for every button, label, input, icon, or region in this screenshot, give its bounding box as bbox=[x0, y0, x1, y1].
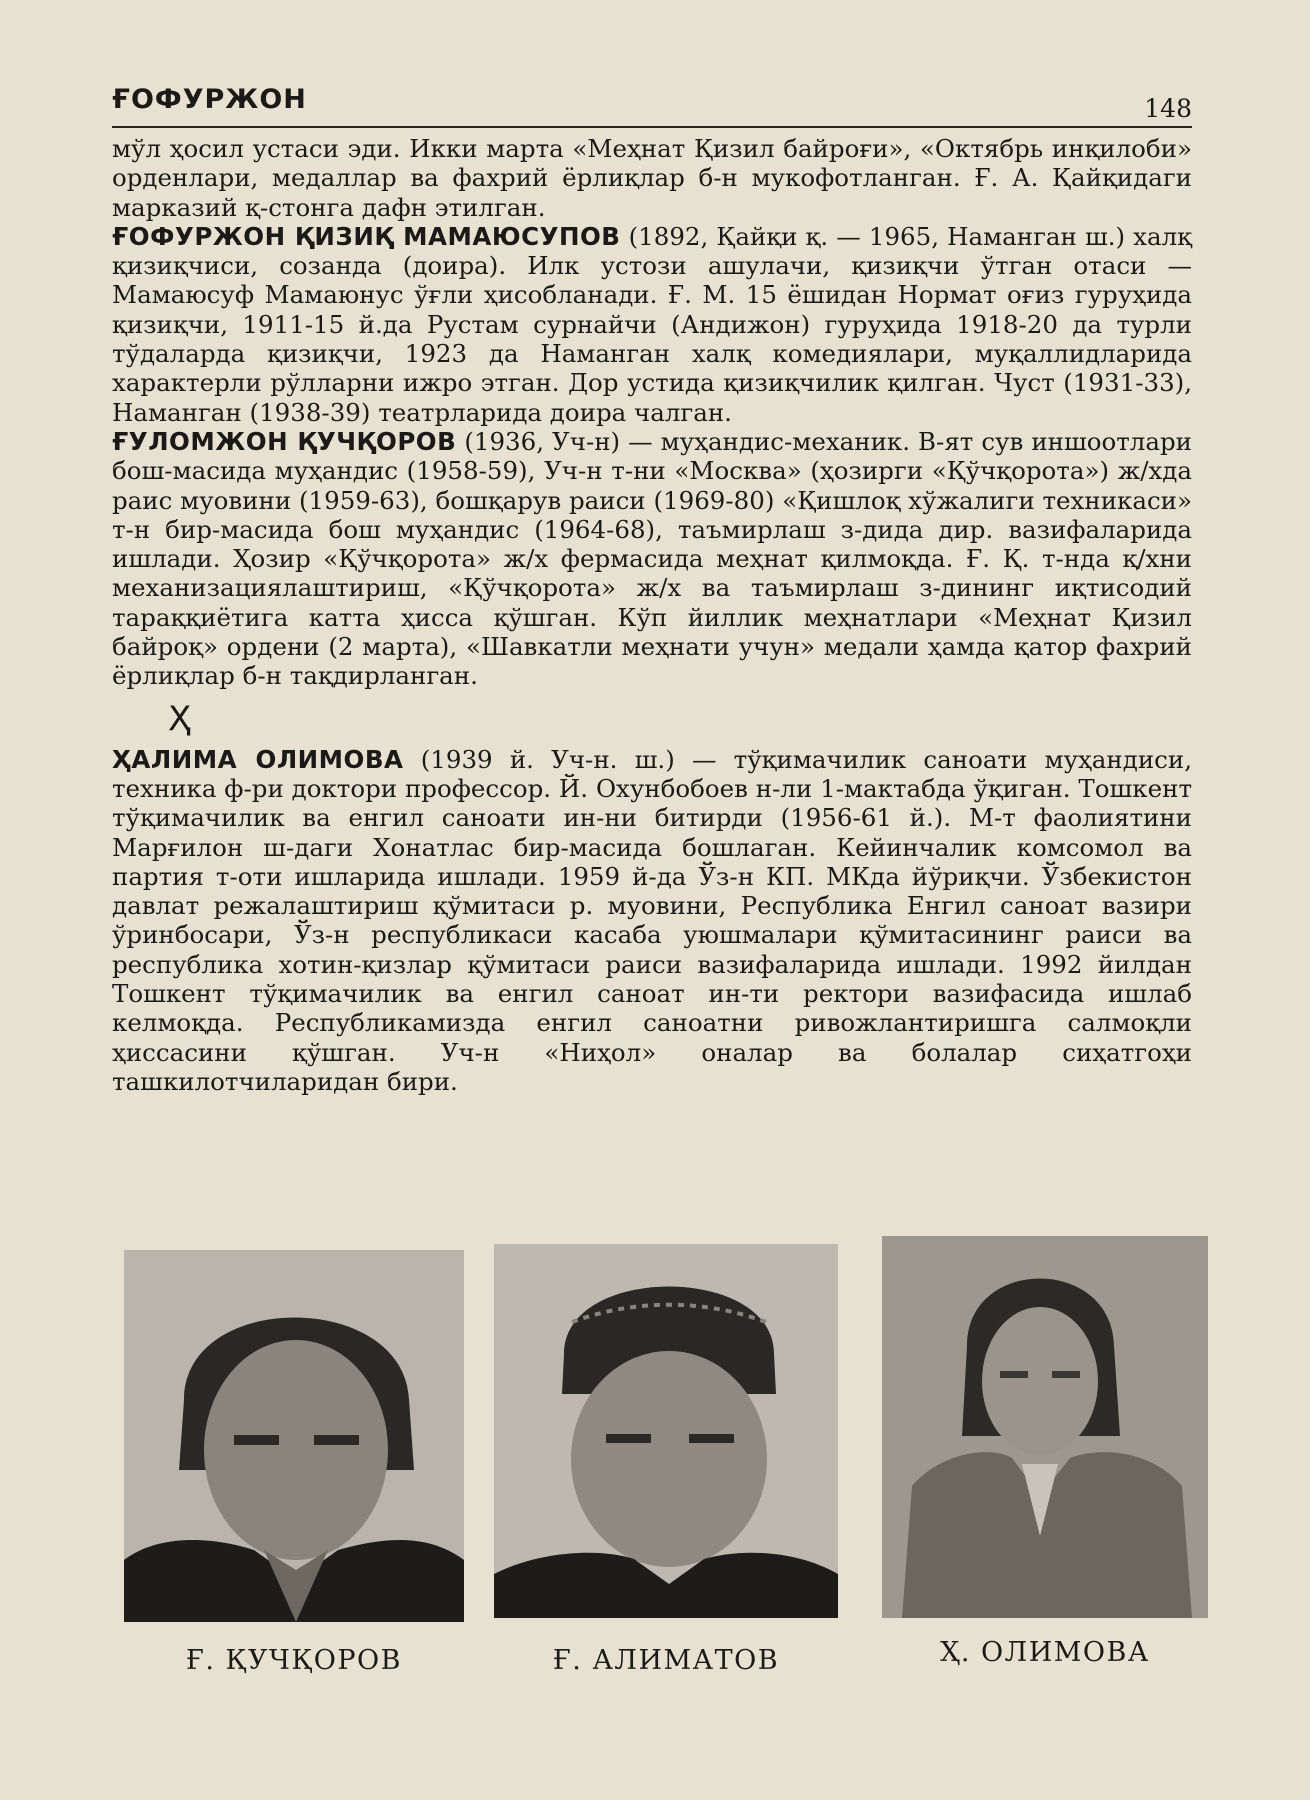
entry-text: (1892, Қайқи қ. — 1965, Наманган ш.) халқ қизиқчиси, созанда (доира). Илк устози ашулачи, қизиқчи ўтган отаси — Мамаюсуф Мамаюнус ўғли ҳисобланади. Ғ. М. 15 ёшидан Нормат оғиз гуруҳида қизиқчи, 1911-15 й.да Рустам сурнайчи (Андижон) гуруҳида 1918-20 да турли тўдаларда қизиқчи, 1923 да Наманган халқ комедиялари, муқаллидларида характерли рўлларни ижро этган. Дор устида қизиқчилик қилган. Чуст (1931-33), Наманган (1938-39) театрларида доира чалган. bbox=[112, 221, 1192, 427]
entry-continuation bbox=[112, 134, 1192, 222]
page-number: 148 bbox=[1144, 94, 1192, 123]
entry-heading: ҒУЛОМЖОН ҚУЧҚОРОВ bbox=[112, 426, 457, 456]
photo-caption-alimatov: Ғ. АЛИМАТОВ bbox=[552, 1645, 780, 1676]
portrait-image bbox=[494, 1244, 838, 1618]
running-head: ҒОФУРЖОН bbox=[112, 84, 307, 115]
article-body bbox=[112, 134, 1192, 1096]
entry-text: (1939 й. Уч-н. ш.) — тўқимачилик саноати муҳандиси, техника ф-ри доктори профессор. Й. Охунбобоев н-ли 1-мактабда ўқиган. Тошкент тўқимачилик ва енгил саноати ин-ни битирди (1956-61 й.). М-т фаолиятини Марғилон ш-даги Хонатлас бир-масида бошлаган. Кейинчалик комсомол ва партия т-оти ишларида ишлади. 1959 й-да Ўз-н КП. МКда йўриқчи. Ўзбекистон давлат режалаштириш қўмитаси р. муовини, Республика Енгил саноат вазири ўринбосари, Ўз-н республикаси касаба уюшмалари қўмитасининг раиси ва республика хотин-қизлар қўмитаси раиси вазифаларида ишлади. 1992 йилдан Тошкент тўқимачилик ва енгил саноат ин-ти ректори вазифасида ишлаб келмоқда. Республикамизда енгил саноатни ривожлантиришга салмоқли ҳиссасини қўшган. Уч-н «Ниҳол» оналар ва болалар сиҳатгоҳи ташкилотчиларидан бири. bbox=[112, 744, 1192, 1096]
entry-gofurjon bbox=[112, 222, 1192, 427]
page-header bbox=[112, 80, 1192, 128]
section-letter: Ҳ bbox=[168, 698, 192, 739]
portrait-photo-alimatov bbox=[494, 1244, 838, 1618]
photo-caption-kuchkorov: Ғ. ҚУЧҚОРОВ bbox=[186, 1645, 402, 1676]
portrait-image bbox=[882, 1236, 1208, 1618]
entry-text: (1936, Уч-н) — муҳандис-механик. В-ят сув иншоотлари бош-масида муҳандис (1958-59), Уч-н т-ни «Москва» (ҳозирги «Қўчқорота») ж/хда раис муовини (1959-63), бошқарув раиси (1969-80) «Қишлоқ хўжалиги техникаси» т-н бир-масида бош муҳандис (1964-68), таъмирлаш з-дида дир. вазифаларида ишлади. Ҳозир «Қўчқорота» ж/х фермасида меҳнат қилмоқда. Ғ. Қ. т-нда қ/хни механизациялаштириш, «Қўчқорота» ж/х ва таъмирлаш з-дининг иқтисодий тараққиётига катта ҳисса қўшган. Кўп йиллик меҳнатлари «Меҳнат Қизил байроқ» ордени (2 марта), «Шавкатли меҳнати учун» медали ҳамда қатор фахрий ёрлиқлар б-н тақдирланган. bbox=[112, 426, 1192, 691]
entry-text: мўл ҳосил устаси эди. Икки марта «Меҳнат Қизил байроғи», «Октябрь инқилоби» орденлари, медаллар ва фахрий ёрлиқлар б-н мукофотланган. Ғ. А. Қайқидаги марказий қ-стонга дафн этилган. bbox=[112, 134, 1192, 222]
portrait-image bbox=[124, 1250, 464, 1622]
entry-halima bbox=[112, 745, 1192, 1097]
portrait-photo-kuchkorov bbox=[124, 1250, 464, 1622]
photo-caption-olimova: Ҳ. ОЛИМОВА bbox=[940, 1637, 1150, 1668]
portrait-photo-olimova bbox=[882, 1236, 1208, 1618]
entry-heading: ҲАЛИМА ОЛИМОВА bbox=[112, 744, 404, 774]
entry-gulomjon bbox=[112, 427, 1192, 691]
entry-heading: ҒОФУРЖОН ҚИЗИҚ МАМАЮСУПОВ bbox=[112, 221, 621, 251]
